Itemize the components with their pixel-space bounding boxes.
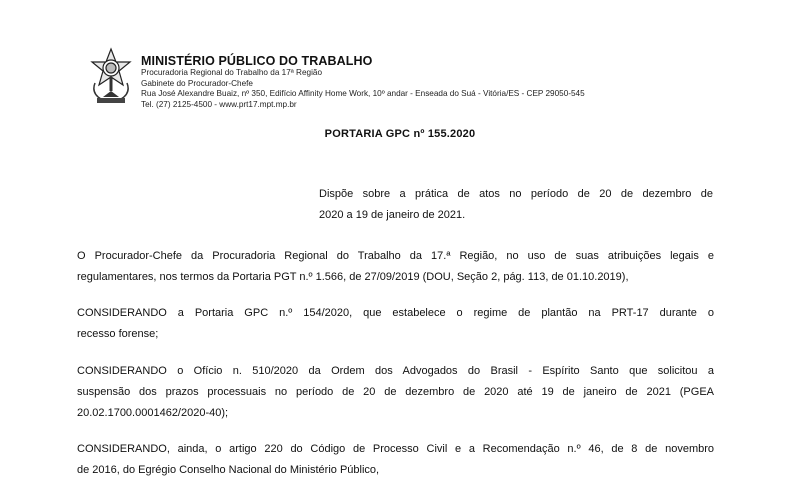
- paragraph-line: recesso forense;: [77, 328, 159, 340]
- paragraph-preamble: [77, 246, 714, 288]
- paragraph-line: suspensão dos prazos processuais no período de 20 de dezembro de 2020 até 19 de janeiro de 2021 (PGEA: [77, 386, 714, 398]
- paragraph-line: de 2016, do Egrégio Conselho Nacional do Ministério Público,: [77, 464, 380, 476]
- org-name: MINISTÉRIO PÚBLICO DO TRABALHO: [141, 54, 373, 68]
- paragraph-line: CONSIDERANDO a Portaria GPC n.º 154/2020, que estabelece o regime de plantão na PRT-17 durante o: [77, 307, 714, 319]
- header-line-2: Gabinete do Procurador-Chefe: [141, 78, 253, 88]
- ementa-line-1: Dispõe sobre a prática de atos no período de 20 de dezembro de: [319, 188, 713, 200]
- paragraph-line: O Procurador-Chefe da Procuradoria Regional do Trabalho da 17.ª Região, no uso de suas atribuições legais e: [77, 250, 714, 262]
- paragraph-line: 20.02.1700.0001462/2020-40);: [77, 407, 229, 419]
- ementa: [319, 184, 713, 226]
- coat-of-arms-icon: [89, 47, 133, 105]
- paragraph-considerando-1: [77, 303, 714, 345]
- header-line-1: Procuradoria Regional do Trabalho da 17ª Região: [141, 68, 322, 77]
- paragraph-line: CONSIDERANDO, ainda, o artigo 220 do Código de Processo Civil e a Recomendação n.º 46, de 8 de novembro: [77, 443, 714, 455]
- paragraph-considerando-3: [77, 439, 714, 481]
- letterhead: [141, 54, 585, 110]
- ementa-line-2: 2020 a 19 de janeiro de 2021.: [319, 209, 466, 221]
- document-title: PORTARIA GPC nº 155.2020: [324, 128, 476, 140]
- header-address: Rua José Alexandre Buaiz, nº 350, Edifício Affinity Home Work, 10º andar - Enseada do Suá - Vitória/ES - CEP 29050-545: [141, 89, 585, 98]
- paragraph-considerando-2: [77, 361, 714, 424]
- paragraph-line: CONSIDERANDO o Ofício n. 510/2020 da Ordem dos Advogados do Brasil - Espírito Santo que solicitou a: [77, 365, 714, 377]
- header-contact: Tel. (27) 2125-4500 - www.prt17.mpt.mp.br: [141, 99, 297, 109]
- paragraph-line: regulamentares, nos termos da Portaria PGT n.º 1.566, de 27/09/2019 (DOU, Seção 2, pág. 113, de 01.10.2019),: [77, 271, 629, 283]
